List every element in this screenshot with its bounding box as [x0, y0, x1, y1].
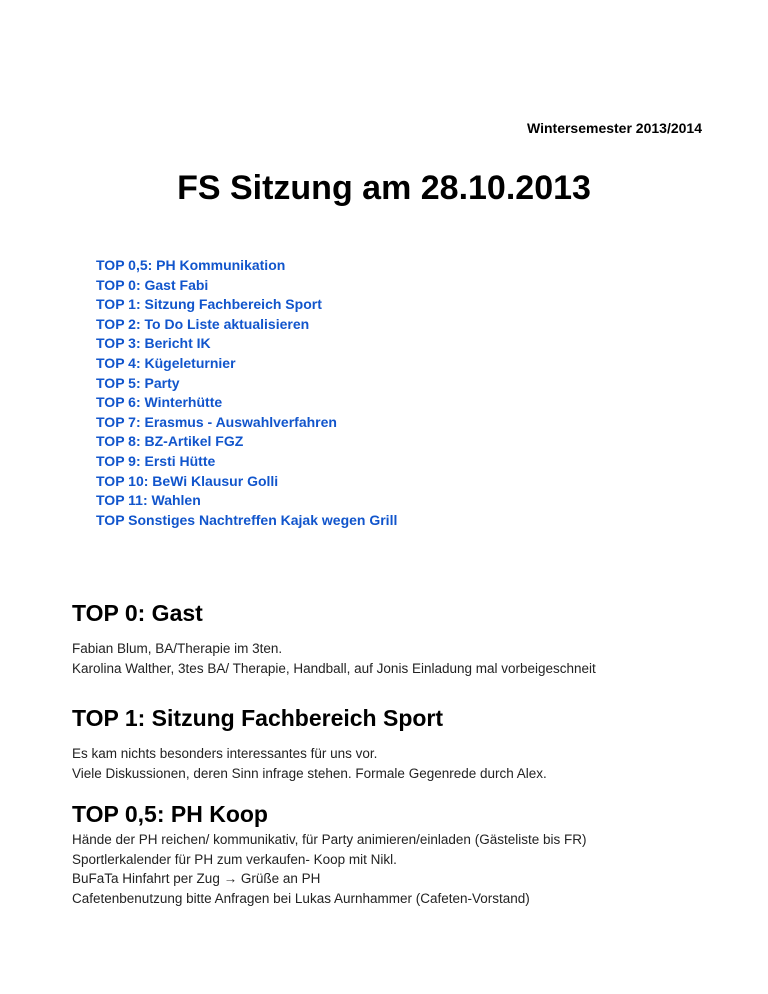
section-body [72, 830, 702, 908]
toc-item-top-2-todo-liste[interactable]: TOP 2: To Do Liste aktualisieren [96, 315, 310, 332]
toc-item-top-1-sitzung[interactable]: TOP 1: Sitzung Fachbereich Sport [96, 296, 322, 313]
toc-item-top-sonstiges[interactable]: TOP Sonstiges Nachtreffen Kajak wegen Grill [96, 511, 398, 528]
toc-item-top-8-bz-artikel[interactable]: TOP 8: BZ-Artikel FGZ [96, 433, 244, 450]
body-line: Viele Diskussionen, deren Sinn infrage stehen. Formale Gegenrede durch Alex. [72, 765, 547, 781]
toc-item-top-6-winterhuette[interactable]: TOP 6: Winterhütte [96, 394, 223, 411]
section-top-0-5-ph-koop [72, 799, 702, 908]
body-line: Sportlerkalender für PH zum verkaufen- Koop mit Nikl. [72, 851, 397, 867]
toc-item-top-11-wahlen[interactable]: TOP 11: Wahlen [96, 492, 201, 509]
toc-item-top-7-erasmus[interactable]: TOP 7: Erasmus - Auswahlverfahren [96, 413, 337, 430]
body-line: Cafetenbenutzung bitte Anfragen bei Lukas Aurnhammer (Cafeten-Vorstand) [72, 890, 530, 906]
toc-item-top-3-bericht-ik[interactable]: TOP 3: Bericht IK [96, 335, 211, 352]
toc-item-top-9-ersti-huette[interactable]: TOP 9: Ersti Hütte [96, 452, 216, 469]
section-heading: TOP 1: Sitzung Fachbereich Sport [72, 705, 444, 732]
semester-label: Wintersemester 2013/2014 [527, 120, 702, 136]
section-heading: TOP 0,5: PH Koop [72, 801, 268, 828]
toc-item-top-10-bewi-klausur[interactable]: TOP 10: BeWi Klausur Golli [96, 472, 279, 489]
toc-item-top-4-kuegeleturnier[interactable]: TOP 4: Kügeleturnier [96, 354, 236, 371]
body-line: Hände der PH reichen/ kommunikativ, für Party animieren/einladen (Gästeliste bis FR) [72, 832, 587, 848]
section-heading: TOP 0: Gast [72, 600, 203, 627]
section-body [72, 744, 702, 783]
body-line: BuFaTa Hinfahrt per Zug → Grüße an PH [72, 871, 321, 887]
toc-item-top-5-party[interactable]: TOP 5: Party [96, 374, 180, 391]
toc-item-top-0-gast-fabi[interactable]: TOP 0: Gast Fabi [96, 276, 209, 293]
toc-item-top-0-5-kommunikation[interactable]: TOP 0,5: PH Kommunikation [96, 257, 286, 273]
page-title: FS Sitzung am 28.10.2013 [177, 169, 591, 207]
section-body [72, 639, 702, 678]
table-of-contents [96, 256, 702, 530]
section-top-1-sitzung-fachbereich-sport [72, 703, 702, 783]
body-line: Fabian Blum, BA/Therapie im 3ten. [72, 641, 283, 657]
body-line: Es kam nichts besonders interessantes für uns vor. [72, 746, 378, 762]
body-line: Karolina Walther, 3tes BA/ Therapie, Handball, auf Jonis Einladung mal vorbeigeschneit [72, 660, 596, 676]
section-top-0-gast [72, 598, 702, 678]
